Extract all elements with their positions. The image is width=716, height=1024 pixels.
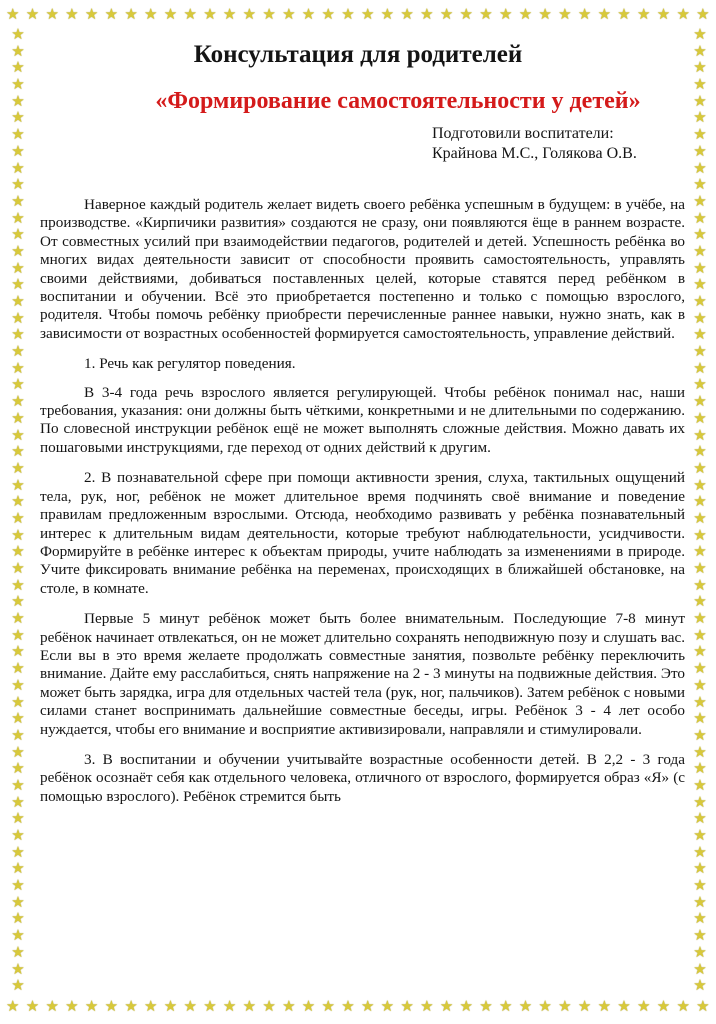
- star-icon: ★: [459, 5, 473, 23]
- star-icon: ★: [676, 997, 690, 1015]
- star-icon: ★: [693, 41, 707, 60]
- paragraph-section-1: В 3-4 года речь взрослого является регулирующей. Чтобы ребёнок понимал нас, наши требования, указания: они должны быть чёткими, конкретными и не длительными по содержанию. По словесной инструкции ребёнок ещё не может выполнять сложные действия. Можно давать их пошаговыми инструкциями, где переход от одних действий к другим.: [40, 383, 685, 456]
- star-icon: ★: [11, 292, 25, 310]
- star-icon: ★: [518, 997, 533, 1015]
- star-icon: ★: [11, 575, 25, 594]
- star-icon: ★: [693, 308, 707, 327]
- star-icon: ★: [11, 358, 25, 377]
- star-border-left: [8, 26, 28, 994]
- star-icon: ★: [693, 592, 707, 611]
- star-icon: ★: [11, 942, 25, 961]
- star-icon: ★: [693, 458, 707, 477]
- star-icon: ★: [696, 997, 710, 1015]
- star-icon: ★: [558, 5, 572, 23]
- star-icon: ★: [420, 997, 434, 1015]
- star-icon: ★: [577, 997, 592, 1015]
- star-icon: ★: [693, 909, 707, 928]
- star-icon: ★: [11, 258, 25, 277]
- star-icon: ★: [341, 5, 355, 23]
- star-icon: ★: [693, 91, 707, 110]
- star-icon: ★: [360, 997, 375, 1015]
- star-icon: ★: [11, 909, 25, 928]
- star-icon: ★: [11, 458, 25, 477]
- star-icon: ★: [439, 5, 454, 23]
- star-icon: ★: [693, 258, 707, 277]
- star-icon: ★: [25, 997, 40, 1015]
- star-icon: ★: [693, 775, 707, 794]
- star-icon: ★: [693, 659, 707, 678]
- star-icon: ★: [693, 342, 707, 361]
- star-icon: ★: [693, 392, 707, 411]
- star-icon: ★: [693, 25, 707, 43]
- star-icon: ★: [262, 5, 276, 23]
- star-icon: ★: [25, 5, 40, 23]
- star-icon: ★: [242, 997, 257, 1015]
- star-icon: ★: [693, 976, 707, 995]
- star-icon: ★: [11, 609, 25, 628]
- star-icon: ★: [11, 241, 25, 260]
- star-icon: ★: [84, 997, 99, 1015]
- star-icon: ★: [11, 759, 25, 778]
- star-icon: ★: [693, 525, 707, 544]
- star-icon: ★: [11, 108, 25, 127]
- star-icon: ★: [11, 692, 25, 711]
- star-icon: ★: [617, 5, 631, 23]
- star-icon: ★: [538, 5, 552, 23]
- star-icon: ★: [693, 575, 707, 594]
- star-icon: ★: [693, 175, 707, 194]
- star-icon: ★: [65, 997, 79, 1015]
- star-icon: ★: [693, 292, 707, 310]
- authors-names: Крайнова М.С., Голякова О.В.: [432, 145, 637, 162]
- star-icon: ★: [577, 5, 592, 23]
- star-icon: ★: [321, 5, 335, 23]
- star-icon: ★: [11, 809, 25, 828]
- star-icon: ★: [693, 208, 707, 227]
- star-border-top: [6, 4, 710, 24]
- star-icon: ★: [203, 5, 217, 23]
- star-icon: ★: [693, 842, 707, 861]
- star-icon: ★: [693, 859, 707, 878]
- star-icon: ★: [11, 208, 25, 227]
- star-icon: ★: [11, 792, 25, 811]
- star-icon: ★: [693, 358, 707, 377]
- star-icon: ★: [693, 826, 707, 844]
- star-icon: ★: [11, 342, 25, 361]
- star-icon: ★: [693, 408, 707, 427]
- star-icon: ★: [693, 642, 707, 661]
- star-icon: ★: [11, 275, 25, 294]
- star-icon: ★: [301, 997, 316, 1015]
- star-icon: ★: [597, 5, 612, 23]
- star-icon: ★: [11, 859, 25, 878]
- star-icon: ★: [301, 5, 316, 23]
- star-icon: ★: [183, 997, 197, 1015]
- star-icon: ★: [222, 5, 237, 23]
- authors-block: [432, 124, 637, 164]
- star-icon: ★: [11, 475, 25, 494]
- star-icon: ★: [163, 997, 178, 1015]
- star-icon: ★: [693, 792, 707, 811]
- star-icon: ★: [693, 442, 707, 461]
- star-icon: ★: [104, 5, 119, 23]
- star-icon: ★: [341, 997, 355, 1015]
- star-icon: ★: [11, 625, 25, 644]
- star-icon: ★: [222, 997, 237, 1015]
- star-icon: ★: [11, 826, 25, 844]
- star-icon: ★: [11, 525, 25, 544]
- star-icon: ★: [693, 508, 707, 527]
- star-icon: ★: [693, 609, 707, 628]
- star-icon: ★: [11, 375, 25, 394]
- star-icon: ★: [203, 997, 217, 1015]
- star-icon: ★: [637, 5, 651, 23]
- star-icon: ★: [11, 191, 25, 210]
- star-icon: ★: [693, 892, 707, 911]
- star-icon: ★: [11, 408, 25, 427]
- paragraph-section-2: 2. В познавательной сфере при помощи активности зрения, слуха, тактильных ощущений тела, рук, ног, ребёнок не может длительное время подчинять своё внимание и поведение правилам предложенным взрослыми. Отсюда, необходимо развивать у ребёнка познавательный интерес к длительным видам деятельности, которые требуют наблюдательности, усидчивости. Формируйте в ребёнке интерес к объектам природы, учите наблюдать за изменениями в природе. Учите фиксировать внимание ребёнка на переменах, происходящих в ближайшей обстановке, на столе, в комнате.: [40, 469, 685, 597]
- star-icon: ★: [11, 976, 25, 995]
- star-icon: ★: [124, 997, 138, 1015]
- star-icon: ★: [693, 809, 707, 828]
- star-icon: ★: [11, 25, 25, 43]
- star-icon: ★: [693, 876, 707, 895]
- star-icon: ★: [65, 5, 79, 23]
- star-icon: ★: [6, 997, 20, 1015]
- star-icon: ★: [693, 926, 707, 945]
- star-icon: ★: [11, 642, 25, 661]
- star-icon: ★: [11, 425, 25, 444]
- star-icon: ★: [693, 959, 707, 978]
- star-icon: ★: [11, 592, 25, 611]
- star-icon: ★: [693, 425, 707, 444]
- star-icon: ★: [242, 5, 257, 23]
- star-icon: ★: [693, 325, 707, 344]
- article-body: [40, 196, 685, 976]
- star-icon: ★: [693, 692, 707, 711]
- star-icon: ★: [693, 375, 707, 394]
- star-icon: ★: [693, 492, 707, 511]
- star-icon: ★: [597, 997, 612, 1015]
- star-icon: ★: [479, 5, 493, 23]
- star-icon: ★: [11, 492, 25, 511]
- star-icon: ★: [498, 5, 513, 23]
- star-icon: ★: [538, 997, 552, 1015]
- star-icon: ★: [693, 742, 707, 761]
- star-icon: ★: [11, 842, 25, 861]
- star-icon: ★: [11, 876, 25, 895]
- star-icon: ★: [84, 5, 99, 23]
- star-border-right: [690, 26, 710, 994]
- star-icon: ★: [693, 559, 707, 577]
- star-icon: ★: [11, 742, 25, 761]
- star-icon: ★: [637, 997, 651, 1015]
- star-icon: ★: [693, 241, 707, 260]
- star-icon: ★: [45, 5, 59, 23]
- page-subtitle: «Формирование самостоятельности у детей»: [155, 88, 641, 114]
- star-icon: ★: [11, 91, 25, 110]
- star-icon: ★: [420, 5, 434, 23]
- star-icon: ★: [11, 325, 25, 344]
- star-icon: ★: [693, 625, 707, 644]
- star-icon: ★: [144, 997, 158, 1015]
- star-icon: ★: [11, 892, 25, 911]
- star-border-bottom: [6, 996, 710, 1016]
- star-icon: ★: [11, 675, 25, 694]
- paragraph-intro: Наверное каждый родитель желает видеть своего ребёнка успешным в будущем: в учёбе, на производстве. «Кирпичики развития» создаются не сразу, они появляются ёще в раннем возрасте. От совместных усилий при взаимодействии педагогов, родителей и детей. Успешность ребёнка во многих видах деятельности зависит от способности проявить самостоятельность, управлять своими действиями, добиваться поставленных целей, которые ставятся перед ребёнком в воспитании и обучении. Всё это приобретается постепенно и только с помощью взрослого, родителя. Чтобы помочь ребёнку приобрести перечисленные раннее навыки, нужно знать, как в зависимости от возрастных особенностей формируется самостоятельность, управление действий.: [40, 196, 685, 342]
- star-icon: ★: [11, 959, 25, 978]
- star-icon: ★: [400, 5, 414, 23]
- star-icon: ★: [693, 125, 707, 144]
- star-icon: ★: [11, 709, 25, 728]
- star-icon: ★: [617, 997, 631, 1015]
- star-icon: ★: [693, 191, 707, 210]
- star-icon: ★: [262, 997, 276, 1015]
- star-icon: ★: [693, 225, 707, 244]
- star-icon: ★: [11, 775, 25, 794]
- star-icon: ★: [11, 58, 25, 77]
- star-icon: ★: [11, 175, 25, 194]
- star-icon: ★: [11, 225, 25, 244]
- star-icon: ★: [693, 709, 707, 728]
- star-icon: ★: [11, 926, 25, 945]
- star-icon: ★: [459, 997, 473, 1015]
- star-icon: ★: [380, 5, 395, 23]
- star-icon: ★: [656, 5, 671, 23]
- star-icon: ★: [6, 5, 20, 23]
- star-icon: ★: [183, 5, 197, 23]
- star-icon: ★: [693, 942, 707, 961]
- star-icon: ★: [676, 5, 690, 23]
- star-icon: ★: [282, 5, 296, 23]
- star-icon: ★: [144, 5, 158, 23]
- star-icon: ★: [693, 725, 707, 744]
- star-icon: ★: [400, 997, 414, 1015]
- star-icon: ★: [104, 997, 119, 1015]
- paragraph-section-3: 3. В воспитании и обучении учитывайте возрастные особенности детей. В 2,2 - 3 года ребёнок осознаёт себя как отдельного человека, отличного от взрослого, формируется образ «Я» (с помощью взрослого). Ребёнок стремится быть: [40, 750, 685, 805]
- star-icon: ★: [498, 997, 513, 1015]
- star-icon: ★: [693, 675, 707, 694]
- star-icon: ★: [124, 5, 138, 23]
- star-icon: ★: [693, 141, 707, 160]
- paragraph-attention: Первые 5 минут ребёнок может быть более внимательным. Последующие 7-8 минут ребёнок начинает отвлекаться, он не может длительно сохранять неподвижную позу и слушать вас. Если вы в это время желаете продолжать совместные занятия, позвольте ребёнку переключить внимание. Дайте ему расслабиться, снять напряжение на 2 - 3 минуты на подвижные действия. Это может быть зарядка, игра для отдельных частей тела (рук, ног, пальчиков). Затем ребёнок с новыми силами станет воспринимать дальнейшие совместные беседы, игры. Ребёнок 3 - 4 лет особо нуждается, чтобы его внимание и восприятие активизировали, направляли и стимулировали.: [40, 610, 685, 738]
- star-icon: ★: [11, 392, 25, 411]
- star-icon: ★: [321, 997, 335, 1015]
- star-icon: ★: [656, 997, 671, 1015]
- star-icon: ★: [11, 75, 25, 94]
- star-icon: ★: [693, 158, 707, 177]
- star-icon: ★: [11, 442, 25, 461]
- star-icon: ★: [693, 75, 707, 94]
- star-icon: ★: [693, 759, 707, 778]
- star-icon: ★: [693, 475, 707, 494]
- star-icon: ★: [11, 542, 25, 561]
- star-icon: ★: [282, 997, 296, 1015]
- star-icon: ★: [11, 41, 25, 60]
- star-icon: ★: [693, 542, 707, 561]
- section-heading-1: 1. Речь как регулятор поведения.: [84, 355, 296, 373]
- star-icon: ★: [696, 5, 710, 23]
- star-icon: ★: [11, 659, 25, 678]
- star-icon: ★: [558, 997, 572, 1015]
- star-icon: ★: [45, 997, 59, 1015]
- star-icon: ★: [360, 5, 375, 23]
- star-icon: ★: [693, 58, 707, 77]
- star-icon: ★: [11, 158, 25, 177]
- star-icon: ★: [479, 997, 493, 1015]
- star-icon: ★: [693, 108, 707, 127]
- star-icon: ★: [11, 559, 25, 577]
- star-icon: ★: [518, 5, 533, 23]
- star-icon: ★: [439, 997, 454, 1015]
- star-icon: ★: [163, 5, 178, 23]
- star-icon: ★: [11, 308, 25, 327]
- page-title: Консультация для родителей: [193, 41, 523, 68]
- star-icon: ★: [11, 508, 25, 527]
- star-icon: ★: [693, 275, 707, 294]
- prepared-by-label: Подготовили воспитатели:: [432, 125, 614, 142]
- star-icon: ★: [11, 125, 25, 144]
- star-icon: ★: [380, 997, 395, 1015]
- star-icon: ★: [11, 141, 25, 160]
- star-icon: ★: [11, 725, 25, 744]
